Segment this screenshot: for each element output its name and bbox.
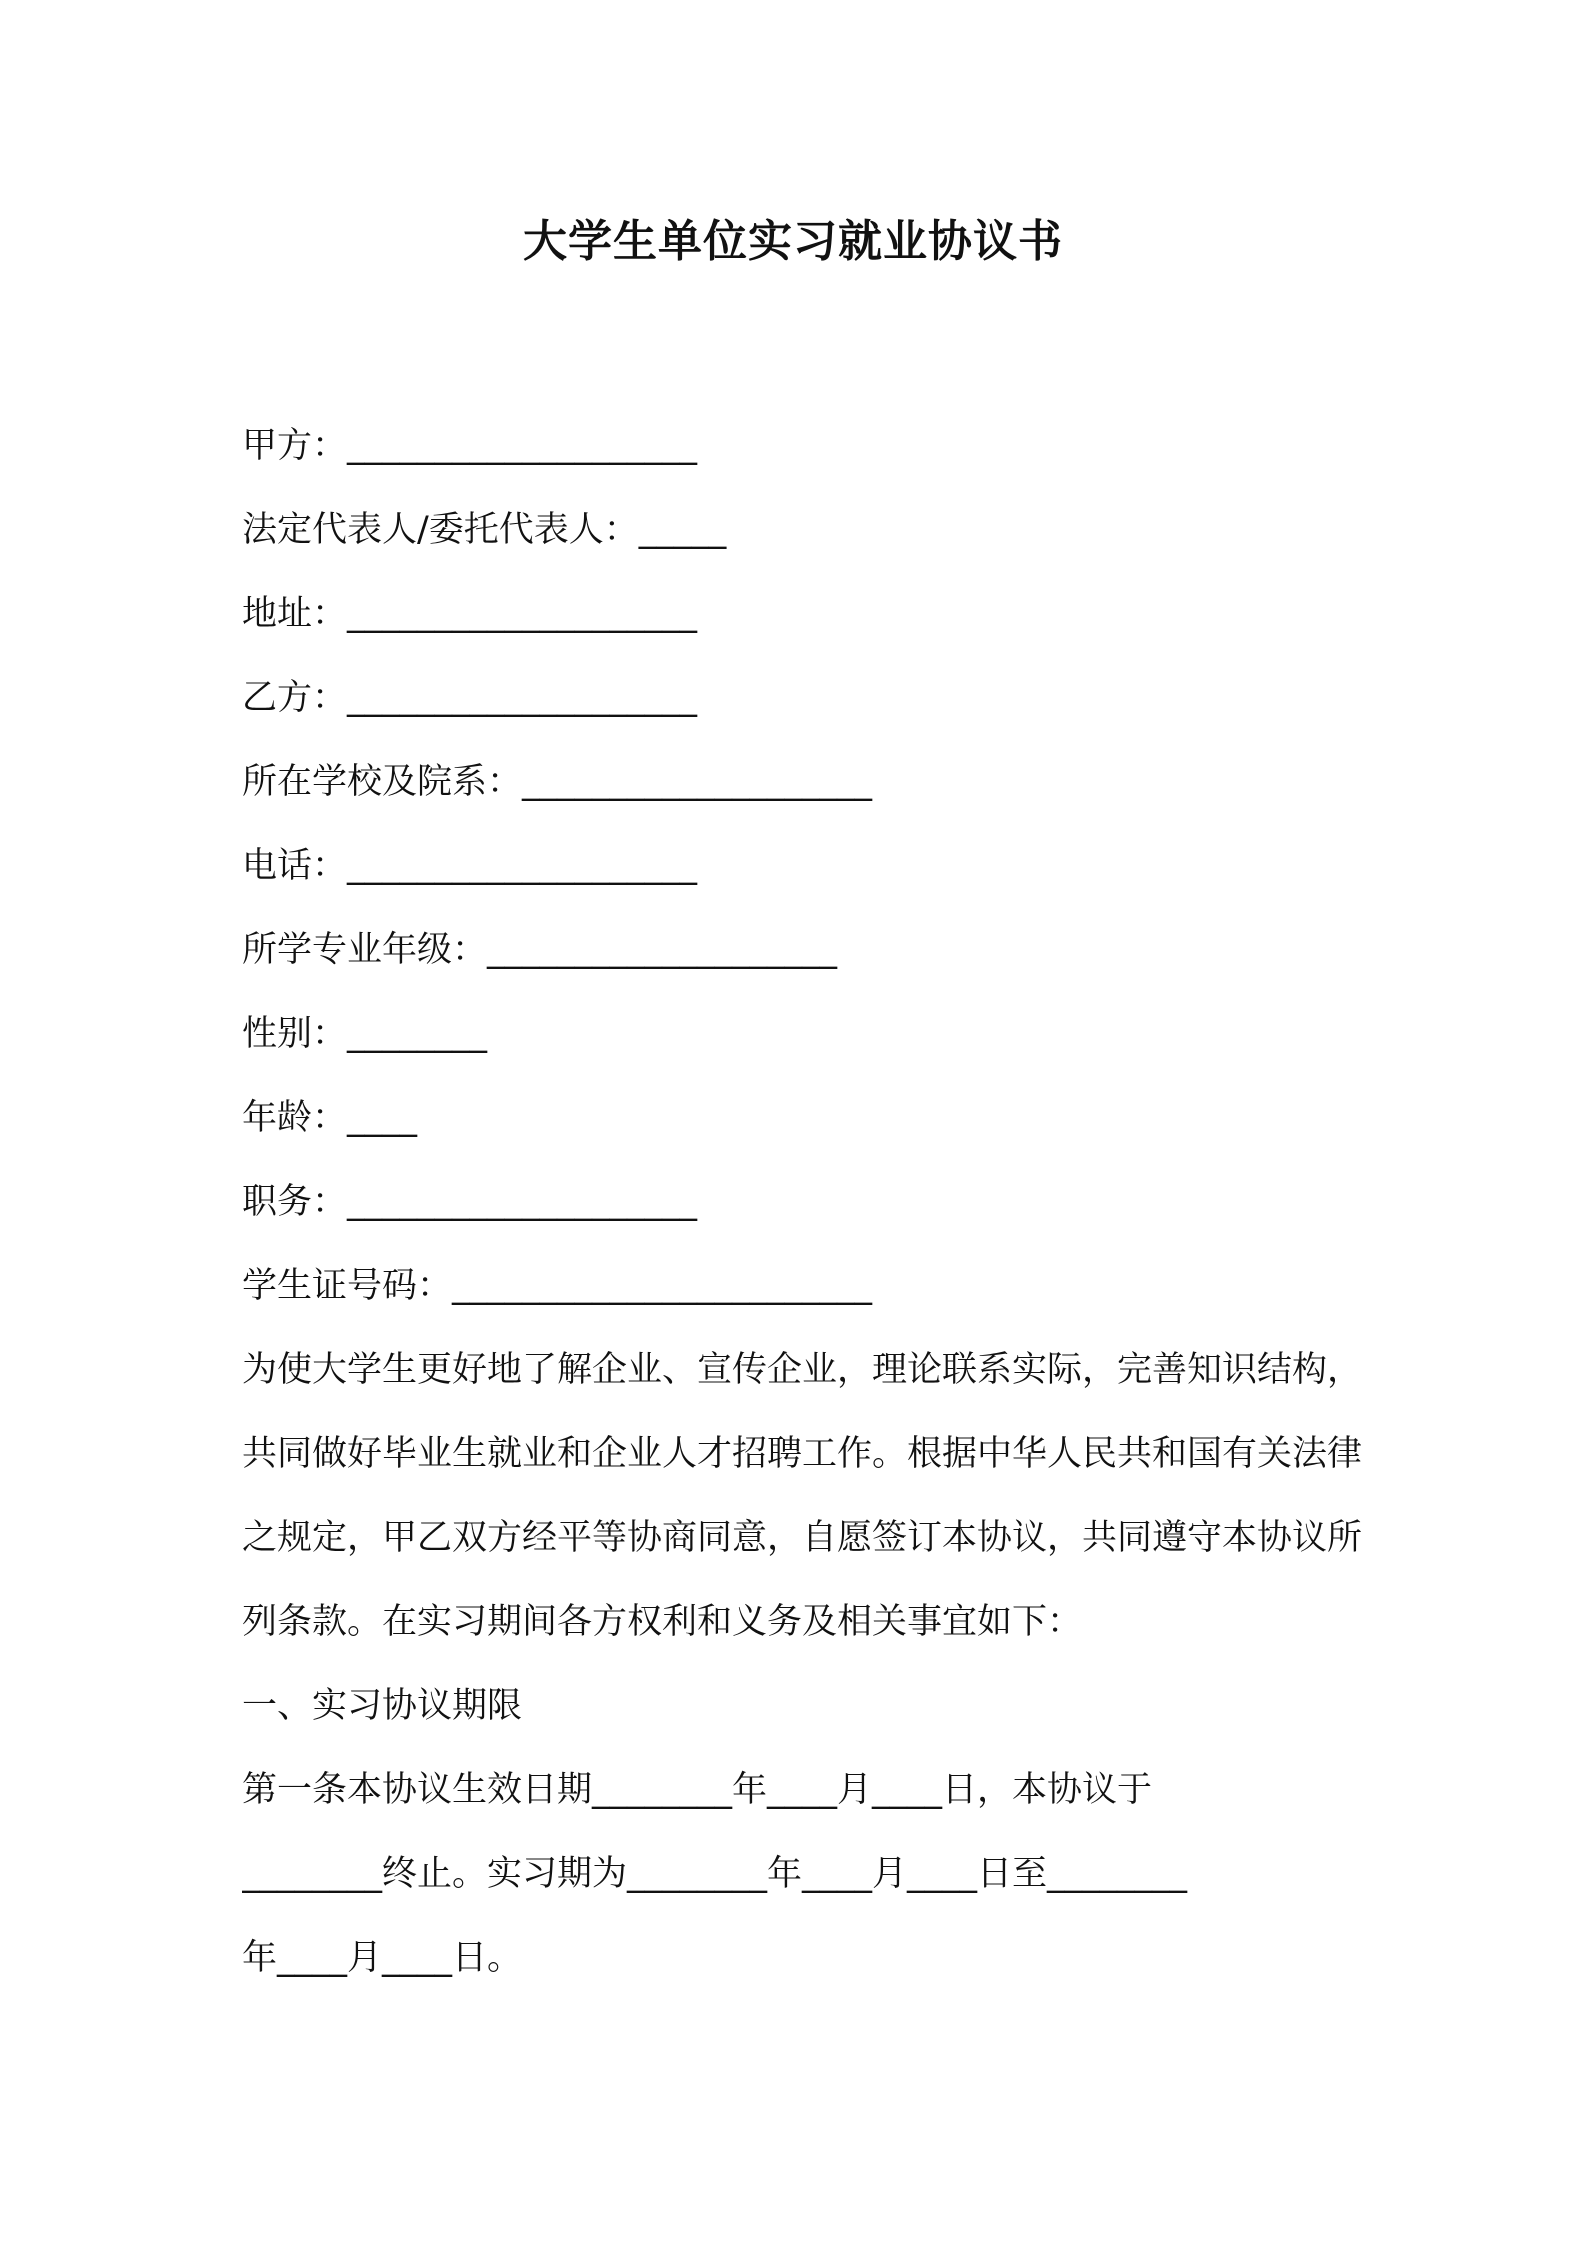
field-party-a: 甲方：____________________: [242, 426, 698, 466]
article-1-line-2: ________终止。实习期为________年____月____日至________: [242, 1854, 1188, 1894]
field-gender: 性别：________: [242, 1014, 488, 1054]
document-title: 大学生单位实习就业协议书: [523, 216, 1063, 267]
intro-paragraph: 为使大学生更好地了解企业、宣传企业，理论联系实际，完善知识结构，共同做好毕业生就业和企业人才招聘工作。根据中华人民共和国有关法律之规定，甲乙双方经平等协商同意，自愿签订本协议，共同遵守本协议所列条款。在实习期间各方权利和义务及相关事宜如下：: [242, 1350, 1363, 1642]
field-age: 年龄：____: [242, 1098, 418, 1138]
field-party-b: 乙方：____________________: [242, 678, 698, 718]
section-heading-term: 一、实习协议期限: [242, 1686, 523, 1726]
field-major-grade: 所学专业年级：____________________: [242, 930, 838, 970]
field-school-department: 所在学校及院系：____________________: [242, 762, 873, 802]
field-position: 职务：____________________: [242, 1182, 698, 1222]
article-1-line-3: 年____月____日。: [242, 1938, 523, 1978]
article-1-line-1: 第一条本协议生效日期________年____月____日，本协议于: [242, 1770, 1153, 1810]
field-legal-representative: 法定代表人/委托代表人：_____: [242, 510, 727, 550]
field-address: 地址：____________________: [242, 594, 698, 634]
field-student-id: 学生证号码：________________________: [242, 1266, 873, 1306]
document-body: [242, 404, 1362, 2000]
field-phone: 电话：____________________: [242, 846, 698, 886]
